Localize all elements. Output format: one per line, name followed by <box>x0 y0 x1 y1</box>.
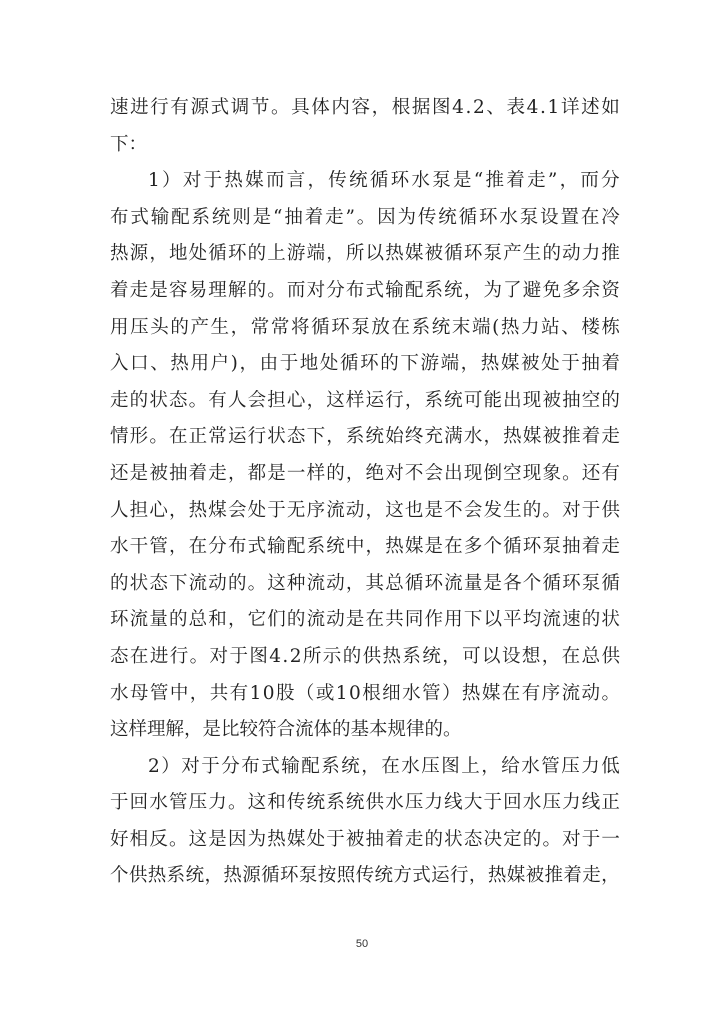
page-number: 50 <box>355 938 369 950</box>
text-line: 好 相 反 。 这 是 因 为 热 媒 处 于 被 抽 着 走 的 状 态 决 定 的 。 对 于 一 <box>110 828 620 850</box>
text-line: 走 的 状 态 。 有 人 会 担 心 ， 这 样 运 行 ， 系 统 可 能 出 现 被 抽 空 的 <box>110 389 620 411</box>
text-line: 着 走 是 容 易 理 解 的 。 而 对 分 布 式 输 配 系 统 ， 为 了 避 免 多 余 资 <box>110 279 620 301</box>
text-line: 用 压 头 的 产 生 ， 常 常 将 循 环 泵 放 在 系 统 末 端 ( 热 力 站 、 楼 栋 <box>110 316 620 338</box>
text-line: 还 是 被 抽 着 走 ， 都 是 一 样 的 ， 绝 对 不 会 出 现 倒 空 现 象 。 还 有 <box>110 462 620 484</box>
text-line: 的 状 态 下 流 动 的 。 这 种 流 动 ， 其 总 循 环 流 量 是 各 个 循 环 泵 循 <box>110 572 620 594</box>
text-line: 热 源 ， 地 处 循 环 的 上 游 端 ， 所 以 热 媒 被 循 环 泵 产 生 的 动 力 推 <box>110 243 620 265</box>
text-line: 1 ） 对 于 热 媒 而 言 ， 传 统 循 环 水 泵 是 “ 推 着 走 ” ， 而 分 <box>148 170 620 192</box>
text-line: 于 回 水 管 压 力 。 这 和 传 统 系 统 供 水 压 力 线 大 于 回 水 压 力 线 正 <box>110 792 620 814</box>
body-text <box>110 90 620 895</box>
text-line: 入 口 、 热 用 户 ) ， 由 于 地 处 循 环 的 下 游 端 ， 热 媒 被 处 于 抽 着 <box>110 353 620 375</box>
text-line: 下： <box>110 133 148 155</box>
text-line: 人 担 心 ， 热 煤 会 处 于 无 序 流 动 ， 这 也 是 不 会 发 生 的 。 对 于 供 <box>110 499 620 521</box>
text-line: 速 进 行 有 源 式 调 节 。 具 体 内 容 ， 根 据 图 4 . 2 、 表 4 . 1 详 述 如 <box>110 97 620 118</box>
text-line: 环 流 量 的 总 和 ， 它 们 的 流 动 是 在 共 同 作 用 下 以 平 均 流 速 的 状 <box>110 609 620 631</box>
text-line: 水 母 管 中 ， 共 有 1 0 股 （ 或 1 0 根 细 水 管 ） 热 媒 在 有 序 流 动 。 <box>110 682 620 704</box>
text-line: 布 式 输 配 系 统 则 是 “ 抽 着 走 ” 。 因 为 传 统 循 环 水 泵 设 置 在 冷 <box>110 206 620 228</box>
text-line: 态 在 进 行 。 对 于 图 4 . 2 所 示 的 供 热 系 统 ， 可 以 设 想 ， 在 总 供 <box>110 645 620 667</box>
text-line: 个 供 热 系 统 ， 热 源 循 环 泵 按 照 传 统 方 式 运 行 ， 热 媒 被 推 着 走 ， <box>110 865 620 887</box>
text-line: 2 ） 对 于 分 布 式 输 配 系 统 ， 在 水 压 图 上 ， 给 水 管 压 力 低 <box>148 755 620 777</box>
text-line: 这样理解，是比较符合流体的基本规律的。 <box>110 719 462 741</box>
text-line: 水 干 管 ， 在 分 布 式 输 配 系 统 中 ， 热 媒 是 在 多 个 循 环 泵 抽 着 走 <box>110 536 620 558</box>
text-line: 情 形 。 在 正 常 运 行 状 态 下 ， 系 统 始 终 充 满 水 ， 热 媒 被 推 着 走 <box>110 426 620 448</box>
